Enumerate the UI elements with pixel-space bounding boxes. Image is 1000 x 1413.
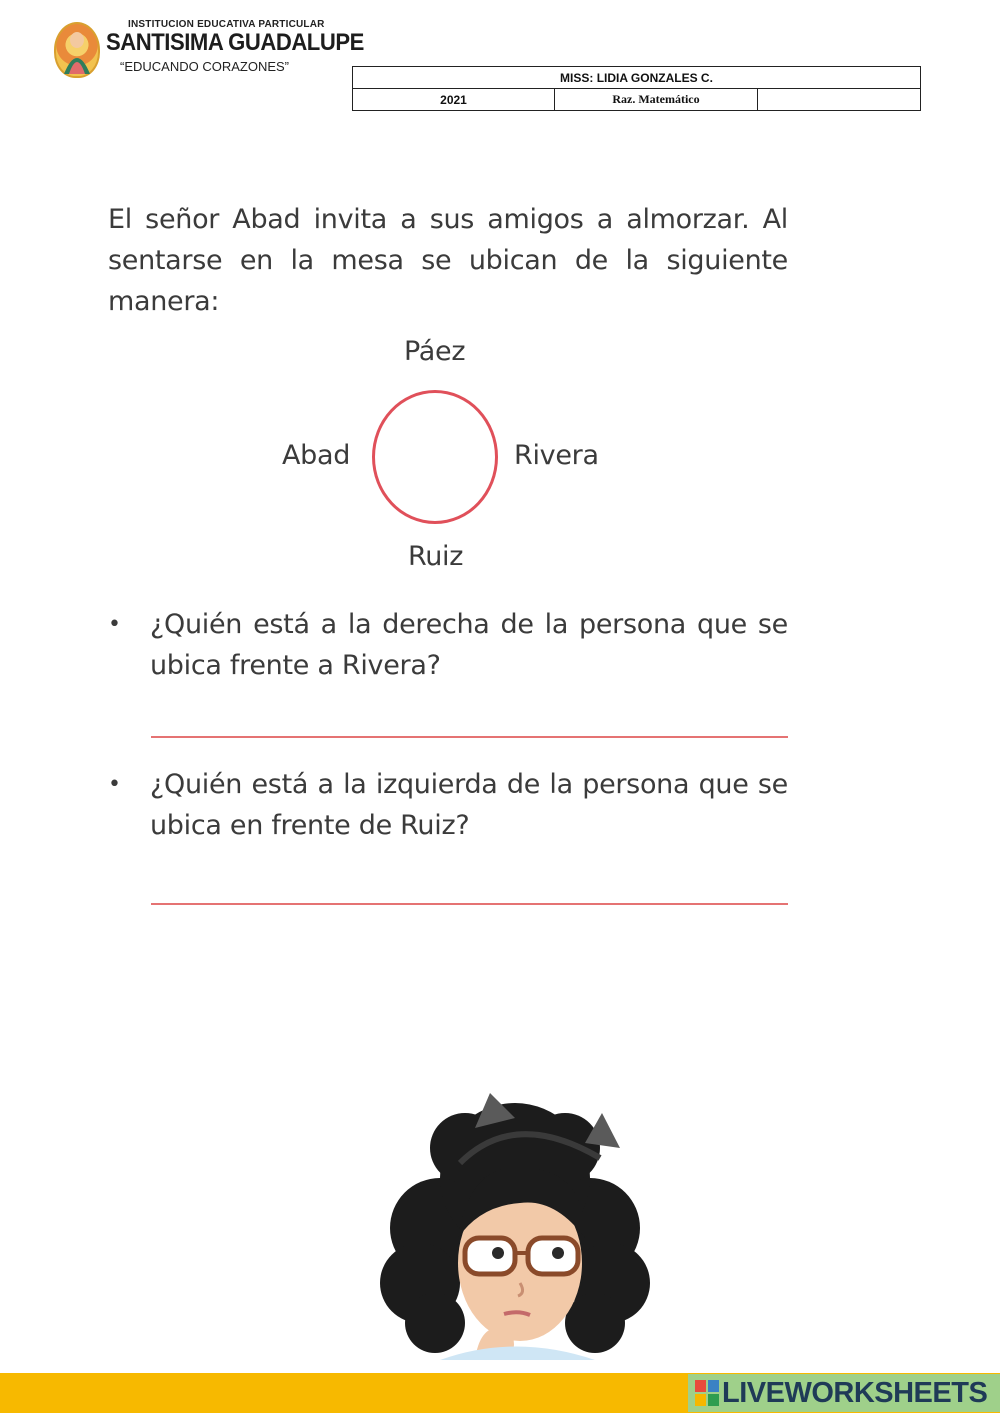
teacher-name: MISS: LIDIA GONZALES C. — [353, 67, 921, 89]
school-logo — [54, 22, 100, 78]
round-table-circle — [372, 390, 498, 524]
institution-name: SANTISIMA GUADALUPE — [106, 29, 364, 56]
seat-right-label: Rivera — [514, 440, 599, 471]
liveworksheets-brand[interactable]: LIVEWORKSHEETS — [722, 1377, 988, 1409]
seat-bottom-label: Ruiz — [408, 541, 464, 572]
seat-top-label: Páez — [404, 336, 466, 367]
bullet: • — [108, 772, 121, 797]
institution-line: INSTITUCION EDUCATIVA PARTICULAR — [128, 19, 325, 30]
problem-statement: El señor Abad invita a sus amigos a almorzar. Al sentarse en la mesa se ubican de la siguiente manera: — [108, 204, 788, 317]
teacher-avatar-illustration — [380, 1088, 650, 1360]
answer-line-2[interactable] — [151, 903, 788, 905]
question-2-text: ¿Quién está a la izquierda de la persona que se ubica en frente de Ruiz? — [150, 769, 788, 841]
subject-cell: Raz. Matemático — [555, 89, 758, 111]
seat-left-label: Abad — [282, 440, 351, 471]
answer-line-1[interactable] — [151, 736, 788, 738]
school-motto: “EDUCANDO CORAZONES” — [120, 59, 290, 74]
year-cell: 2021 — [353, 89, 555, 111]
bullet: • — [108, 612, 121, 637]
liveworksheets-logo-icon — [695, 1380, 719, 1406]
question-1 — [108, 604, 788, 686]
question-2 — [108, 764, 788, 846]
blank-cell — [758, 89, 921, 111]
question-1-text: ¿Quién está a la derecha de la persona que se ubica frente a Rivera? — [150, 609, 788, 681]
header-info-table — [352, 66, 921, 111]
